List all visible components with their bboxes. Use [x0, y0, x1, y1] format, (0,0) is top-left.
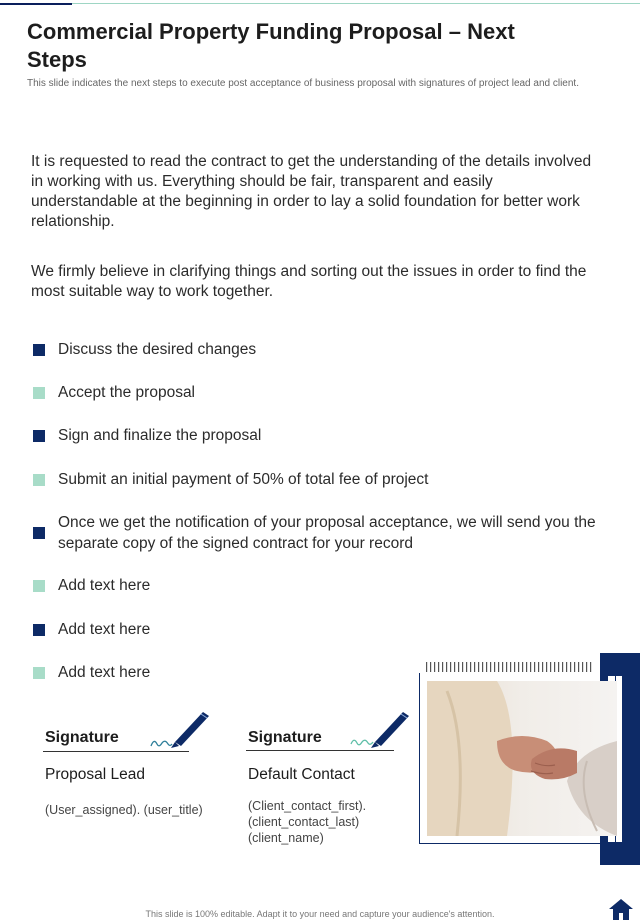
square-bullet-icon [33, 527, 45, 539]
clarify-paragraph: We firmly believe in clarifying things and sorting out the issues in order to find the most suitable way to work together. [31, 263, 587, 300]
step-text: Once we get the notification of your proposal acceptance, we will send you the separate copy of the signed contract for your record [58, 514, 596, 552]
step-text: Accept the proposal [58, 384, 196, 401]
fountain-pen-icon [145, 706, 215, 752]
footer-note: This slide is 100% editable. Adapt it to your need and capture your audience's attention. [145, 909, 495, 919]
step-text: Discuss the desired changes [58, 341, 257, 358]
square-bullet-icon [33, 430, 45, 442]
list-item [33, 339, 618, 360]
stripe-pattern-icon [426, 662, 594, 672]
signer-details [248, 798, 366, 846]
step-text: Sign and finalize the proposal [58, 427, 262, 444]
square-bullet-icon [33, 474, 45, 486]
intro-paragraph: It is requested to read the contract to get the understanding of the details involved in working with us. Everything should be fair, transparent and easily understandable at the beginning in order to lay a solid foundation for better work relationship. [31, 153, 592, 230]
square-bullet-icon [33, 344, 45, 356]
step-text: Add text here [58, 621, 151, 638]
list-item [33, 512, 618, 554]
list-item [33, 382, 618, 403]
signer-role: Default Contact [248, 766, 355, 783]
top-accent-line [0, 3, 72, 5]
signature-label: Signature [248, 729, 322, 746]
signer-detail-line: (client_contact_last) [248, 815, 360, 829]
handshake-photo [427, 681, 617, 836]
square-bullet-icon [33, 387, 45, 399]
signer-detail-line: (Client_contact_first). [248, 799, 367, 813]
list-item [33, 575, 618, 596]
step-text: Add text here [58, 664, 151, 681]
square-bullet-icon [33, 580, 45, 592]
signer-detail-line: (client_name) [248, 831, 324, 845]
signer-details: (User_assigned). (user_title) [45, 803, 203, 817]
top-divider-line [72, 3, 640, 4]
square-bullet-icon [33, 667, 45, 679]
page-title: Commercial Property Funding Proposal – Next Steps [27, 19, 515, 72]
step-text: Submit an initial payment of 50% of total fee of project [58, 471, 429, 488]
page-subtitle: This slide indicates the next steps to execute post acceptance of business proposal with signatures of project lead and client. [27, 78, 579, 89]
fountain-pen-icon [345, 706, 415, 752]
signer-role: Proposal Lead [45, 766, 145, 783]
step-text: Add text here [58, 577, 151, 594]
list-item [33, 619, 618, 640]
signature-label: Signature [45, 729, 119, 746]
list-item [33, 425, 618, 446]
home-icon[interactable] [608, 897, 634, 921]
list-item [33, 469, 618, 490]
square-bullet-icon [33, 624, 45, 636]
